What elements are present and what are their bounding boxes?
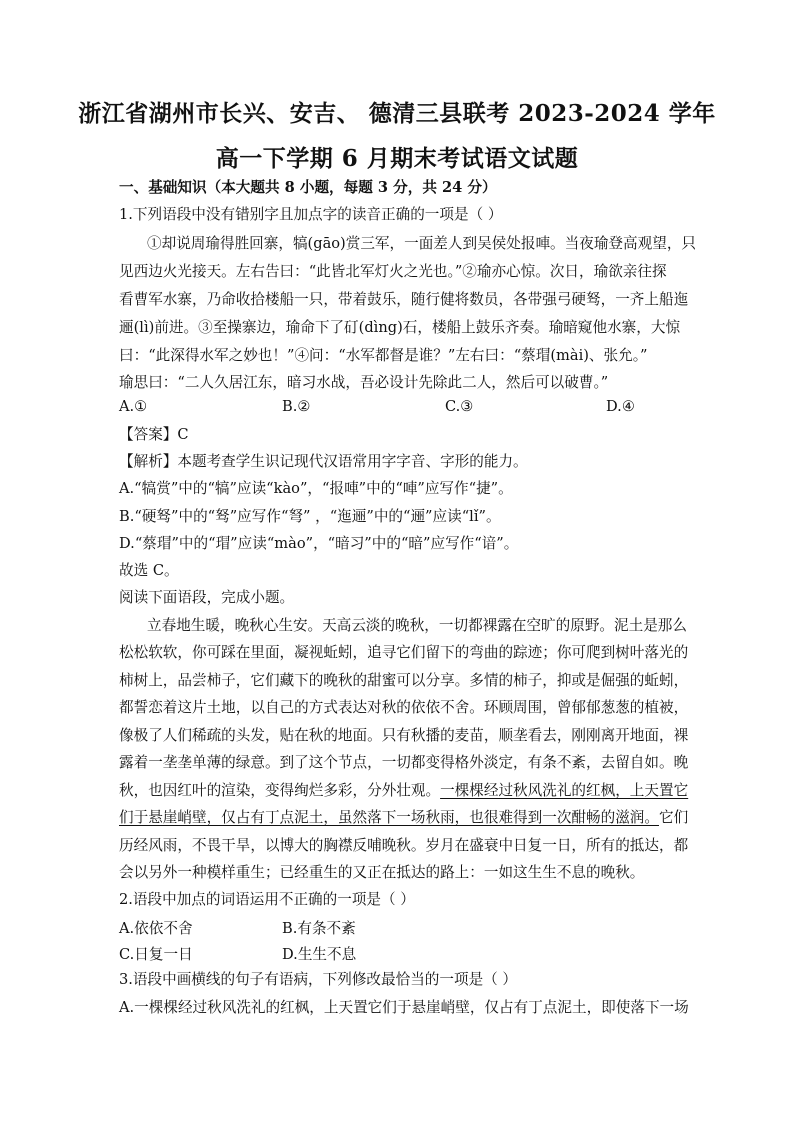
passage2-line-mixed bbox=[119, 808, 688, 828]
passage2-line: 历经风雨，不畏干旱，以博大的胸襟反哺晚秋。岁月在盛衰中日复一日，所有的抵达，都 bbox=[119, 837, 689, 854]
passage2-text: 它们 bbox=[658, 809, 689, 826]
passage2-line: 立春地生暖，晚秋心生安。天高云淡的晚秋，一切都裸露在空旷的原野。泥土是那么 bbox=[147, 617, 687, 634]
q1-option-b: B.② bbox=[282, 398, 311, 415]
question-1-stem: 1.下列语段中没有错别字且加点字的读音正确的一项是（ ） bbox=[119, 206, 503, 223]
q2-option-b: B.有条不紊 bbox=[282, 920, 356, 937]
exam-title-line1: 浙江省湖州市长兴、安吉、 德清三县联考 2023-2024 学年 bbox=[78, 100, 716, 127]
q2-option-c: C.日复一日 bbox=[119, 946, 193, 963]
passage2-line: 像极了人们稀疏的头发，贴在秋的地面。只有秋播的麦苗，顺垄看去，刚刚离开地面，裸 bbox=[119, 727, 689, 744]
q1-analysis-line: 故选 C。 bbox=[119, 562, 179, 579]
passage2-line-mixed bbox=[119, 781, 688, 801]
q2-option-d: D.生生不息 bbox=[282, 946, 357, 963]
passage2-line: 会以另外一种模样重生；已经重生的又正在抵达的路上：一如这生生不息的晚秋。 bbox=[119, 864, 645, 881]
passage2-line: 露着一垄垄单薄的绿意。到了这个节点，一切都变得格外淡定，有条不紊，去留自如。晚 bbox=[119, 754, 689, 771]
q1-answer: 【答案】C bbox=[119, 426, 189, 443]
question-2-stem: 2.语段中加点的词语运用不正确的一项是（ ） bbox=[119, 891, 415, 908]
underlined-sentence: 一棵棵经过秋风洗礼的红枫，上天置它 bbox=[440, 782, 689, 799]
underlined-sentence: 们于悬崖峭壁，仅占有丁点泥土，虽然落下一场秋雨，也很难得到一次酣畅的滋润。 bbox=[119, 809, 659, 826]
reading-intro: 阅读下面语段，完成小题。 bbox=[119, 589, 295, 606]
passage2-line: 都誓恋着这片土地，以自己的方式表达对秋的依依不舍。环顾周围，曾郁郁葱葱的植被， bbox=[119, 699, 689, 716]
q1-passage-line: 看曹军水寨，乃命收拾楼船一只，带着鼓乐，随行健将数员，各带强弓硬驽，一齐上船迤 bbox=[119, 291, 689, 308]
q3-option-a: A.一棵棵经过秋风洗礼的红枫，上天置它们于悬崖峭壁，仅占有丁点泥土，即使落下一场 bbox=[119, 999, 689, 1016]
passage2-line: 柿树上，品尝柿子，它们藏下的晚秋的甜蜜可以分享。多情的柿子，抑或是倔强的蚯蚓， bbox=[119, 672, 689, 689]
q1-option-d: D.④ bbox=[606, 398, 635, 415]
passage2-line: 松松软软，你可踩在里面，凝视蚯蚓，追寻它们留下的弯曲的踪迹；你可爬到树叶落光的 bbox=[119, 644, 689, 661]
q1-passage-line: 瑜思曰：“二人久居江东，暗习水战，吾必设计先除此二人，然后可以破曹。” bbox=[119, 374, 609, 391]
question-3-stem: 3.语段中画横线的句子有语病，下列修改最恰当的一项是（ ） bbox=[119, 971, 518, 988]
q1-passage-line: 曰：“此深得水军之妙也！”④问：“水军都督是谁？”左右曰：“蔡瑁(mài)、张允。” bbox=[119, 347, 648, 364]
q1-analysis-line: D.“蔡瑁”中的“瑁”应读“mào”，“暗习”中的“暗”应写作“谙”。 bbox=[119, 535, 519, 552]
exam-title-line2: 高一下学期 6 月期末考试语文试题 bbox=[215, 145, 579, 172]
q1-passage-line: 逦(lì)前进。③至操寨边，瑜命下了矴(dìng)石，楼船上鼓乐齐奏。瑜暗窥他水寨，大惊 bbox=[119, 319, 681, 336]
q2-option-a: A.依依不舍 bbox=[119, 920, 193, 937]
q1-option-a: A.① bbox=[119, 398, 148, 415]
q1-passage-line: ①却说周瑜得胜回寨，犒(gāo)赏三军，一面差人到吴侯处报唓。当夜瑜登高观望，只 bbox=[147, 235, 697, 252]
passage2-text: 秋，也因红叶的渲染，变得绚烂多彩，分外壮观。 bbox=[119, 782, 441, 799]
q1-passage-line: 见西边火光接天。左右告曰：“此皆北军灯火之光也。”②瑜亦心惊。次日，瑜欲亲往探 bbox=[119, 263, 667, 280]
q1-analysis-line: 【解析】本题考查学生识记现代汉语常用字字音、字形的能力。 bbox=[119, 453, 528, 470]
section-heading: 一、基础知识（本大题共 8 小题，每题 3 分，共 24 分） bbox=[119, 179, 497, 196]
q1-option-c: C.③ bbox=[445, 398, 474, 415]
q1-analysis-line: A.“犒赏”中的“犒”应读“kào”，“报唓”中的“唓”应写作“捷”。 bbox=[119, 480, 513, 497]
q1-analysis-line: B.“硬驽”中的“驽”应写作“弩” ，“迤逦”中的“逦”应读“lǐ”。 bbox=[119, 508, 501, 525]
